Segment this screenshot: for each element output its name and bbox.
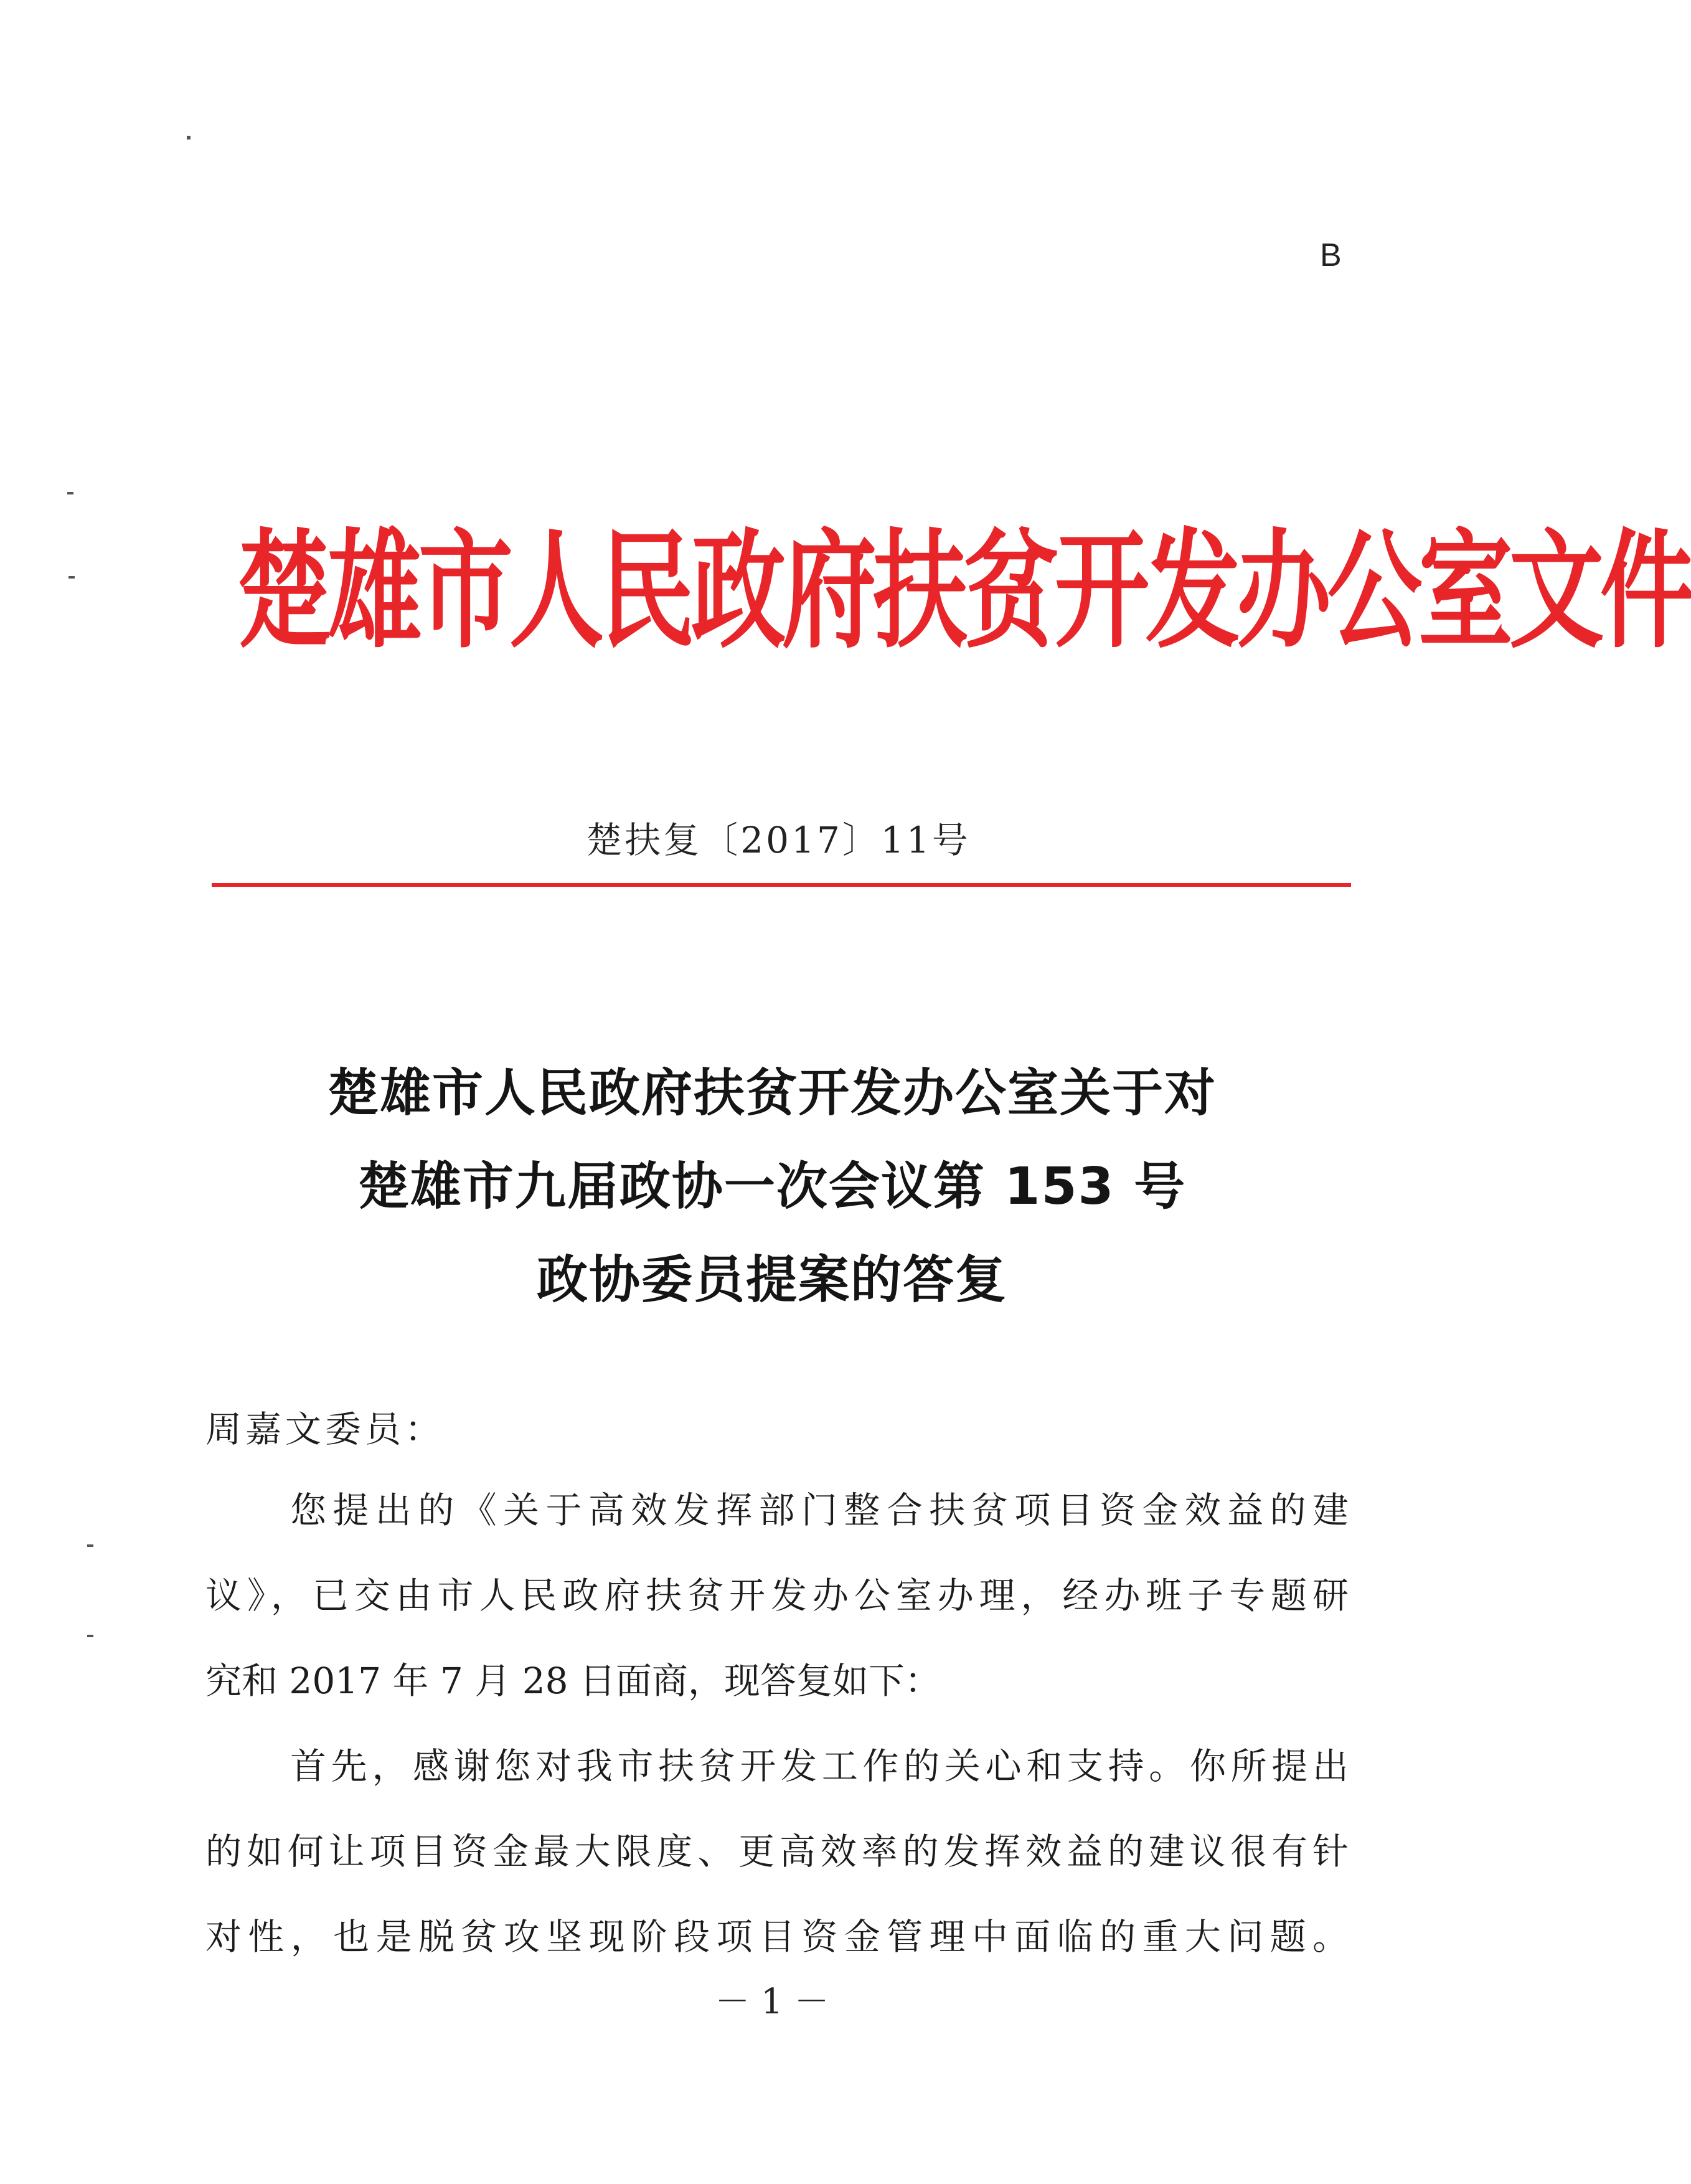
salutation: 周嘉文委员：: [205, 1408, 445, 1450]
paragraph-1-line-2: 议》，已交由市人民政府扶贫开发办公室办理，经办班子专题研: [205, 1574, 1349, 1617]
masthead-title: 楚雄市人民政府扶贫开发办公室文件: [237, 516, 1691, 666]
paragraph-2-line-1: 首先，感谢您对我市扶贫开发工作的关心和支持。你所提出: [290, 1745, 1349, 1787]
scan-speck: [68, 576, 75, 579]
reply-title-line-2: 楚雄市九届政协一次会议第 153 号: [357, 1157, 1187, 1216]
scan-speck: [87, 1544, 93, 1547]
corner-mark: B: [1320, 237, 1342, 273]
paragraph-2-line-2: 的如何让项目资金最大限度、更高效率的发挥效益的建议很有针: [205, 1830, 1349, 1873]
scan-speck: [67, 492, 73, 494]
page-number: － 1 －: [715, 1982, 829, 2022]
paragraph-1-line-1: 您提出的《关于高效发挥部门整合扶贫项目资金效益的建: [290, 1489, 1349, 1531]
reply-title-line-1: 楚雄市人民政府扶贫开发办公室关于对: [327, 1064, 1217, 1123]
document-number: 楚扶复〔2017〕11号: [586, 819, 971, 861]
red-divider-line: [212, 883, 1351, 887]
paragraph-2-line-3: 对性，也是脱贫攻坚现阶段项目资金管理中面临的重大问题。: [205, 1916, 1349, 1958]
reply-title-line-3: 政协委员提案的答复: [536, 1250, 1007, 1310]
paragraph-1-line-3: 究和 2017 年 7 月 28 日面商，现答复如下：: [205, 1660, 941, 1702]
scan-speck: [187, 136, 191, 139]
scan-speck: [87, 1635, 93, 1637]
